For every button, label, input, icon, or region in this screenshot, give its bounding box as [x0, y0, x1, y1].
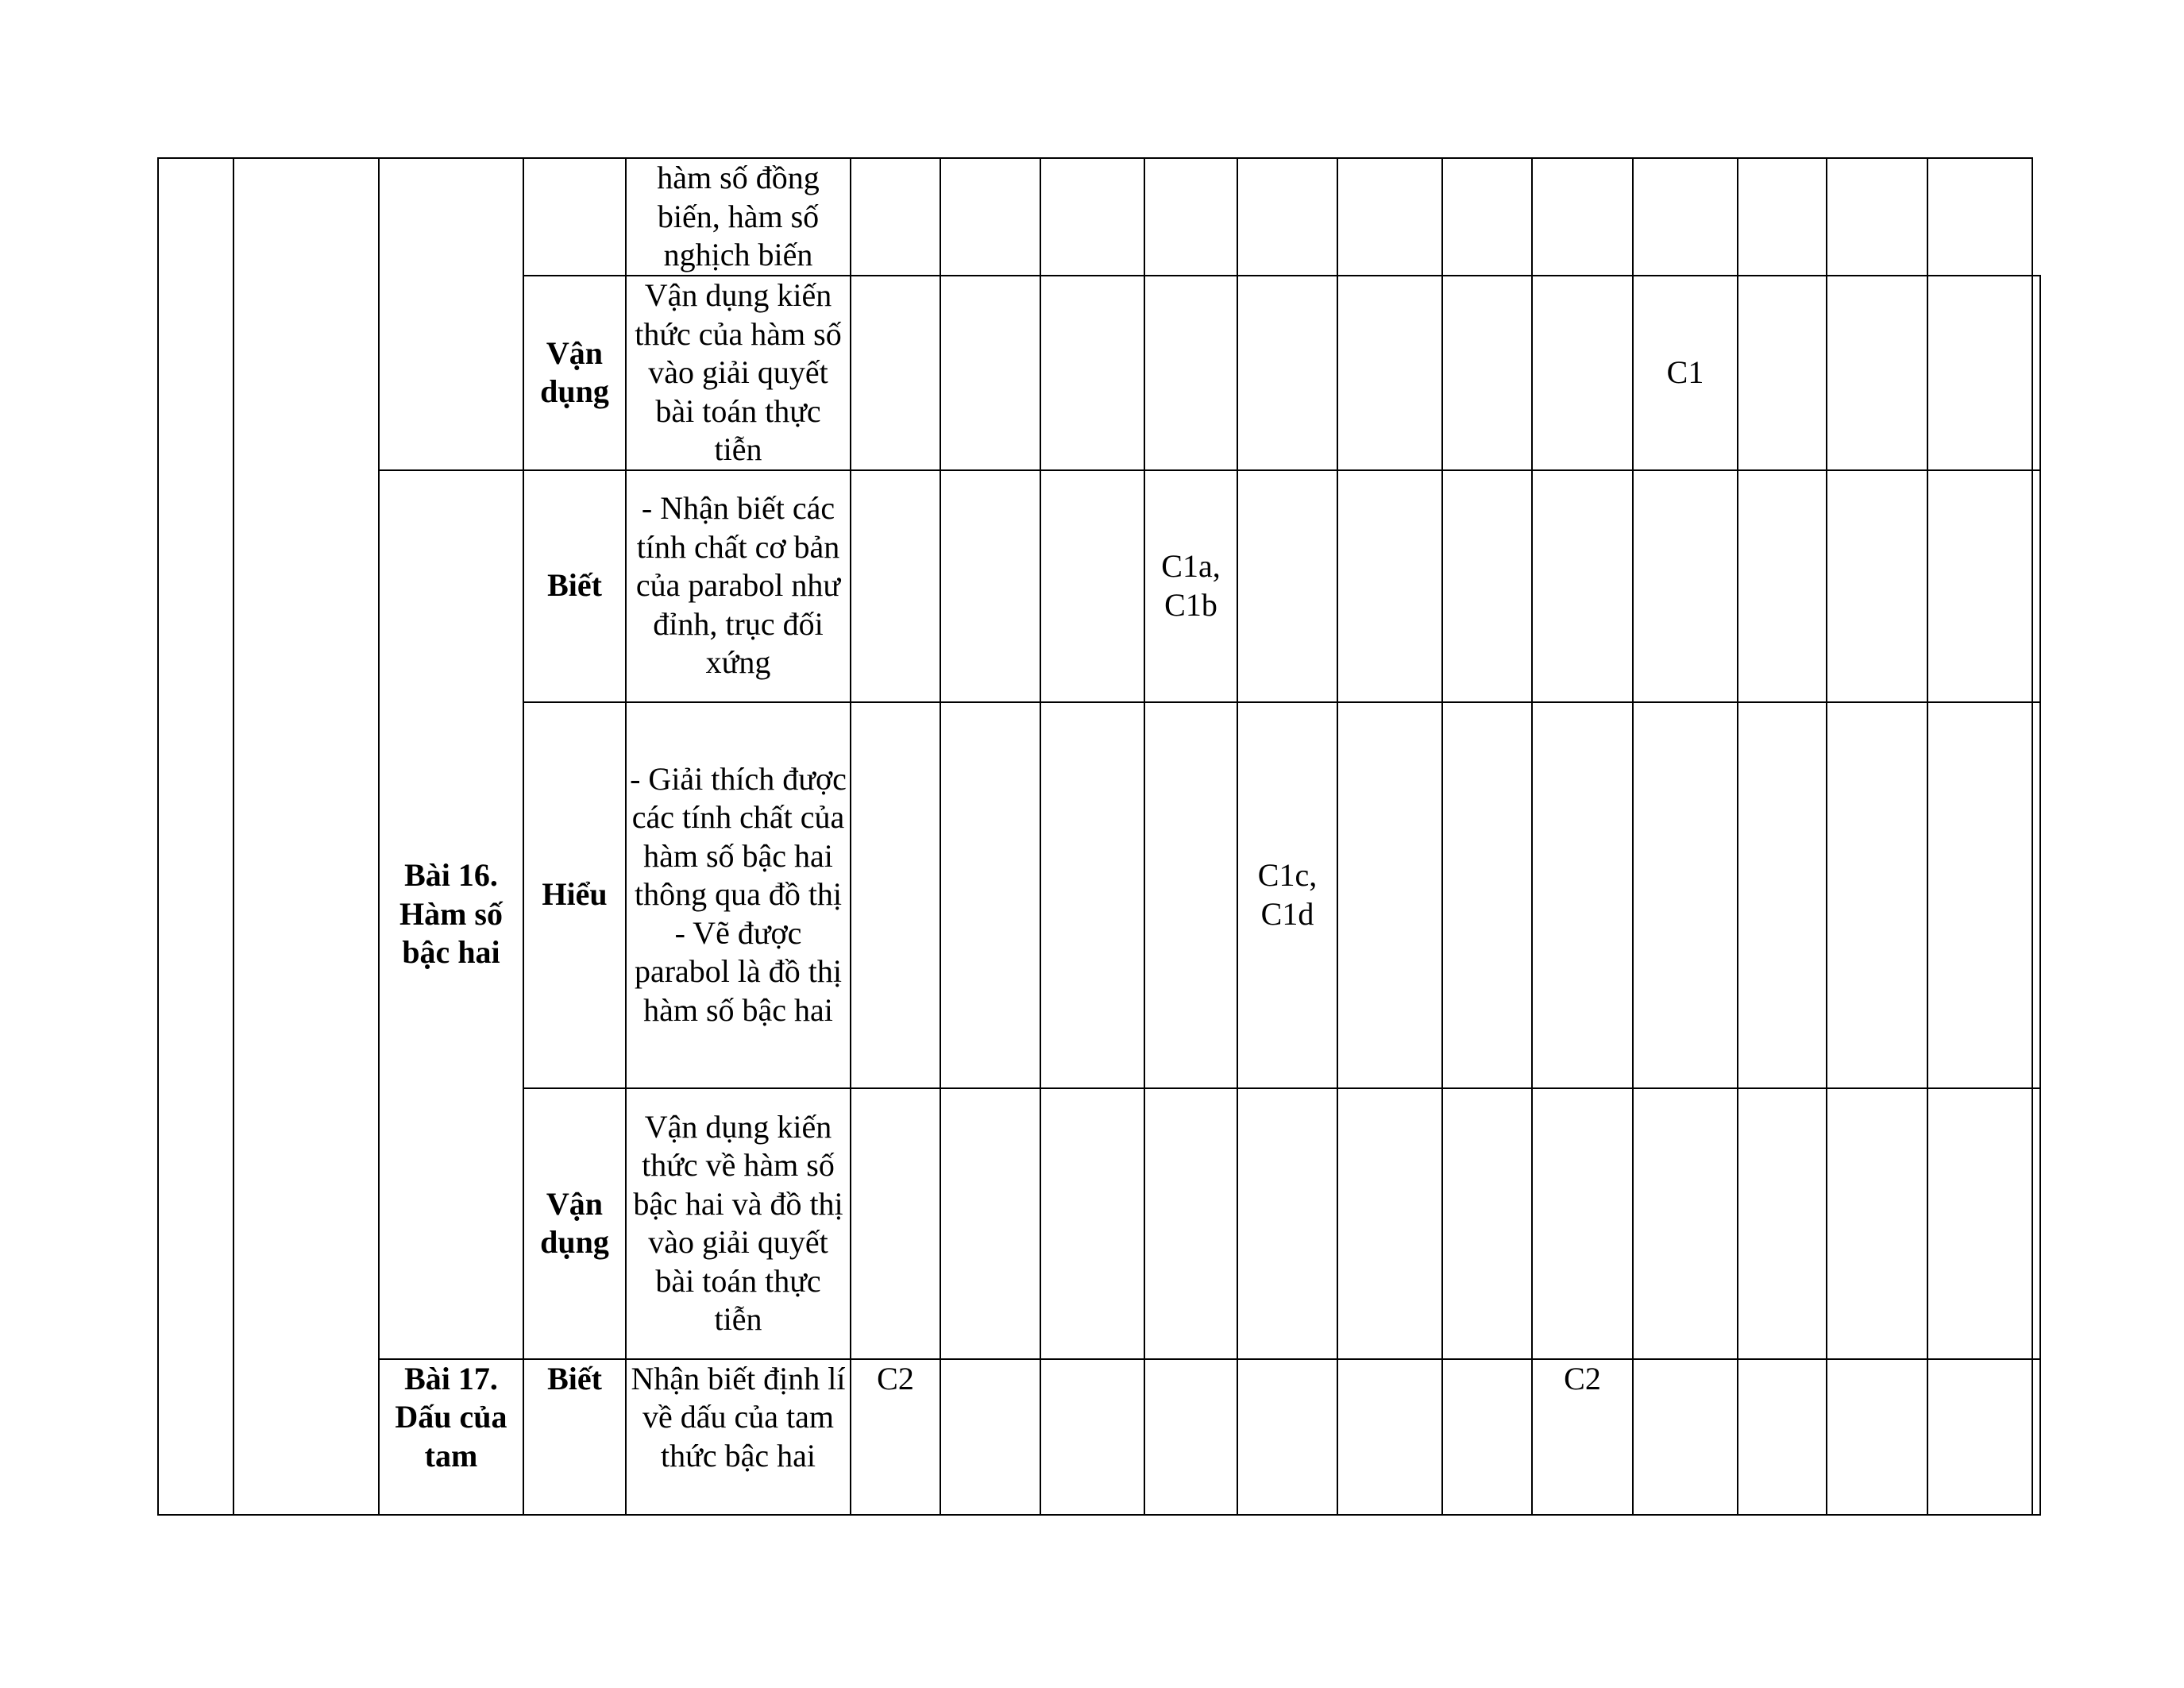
question-cell — [1237, 276, 1337, 470]
question-cell — [1040, 158, 1144, 276]
question-cell — [1827, 1088, 1927, 1359]
question-cell — [1337, 276, 1442, 470]
level-cell: Vận dụng — [523, 276, 626, 470]
question-cell — [940, 1359, 1040, 1515]
question-cell: C2 — [1532, 1359, 1633, 1515]
question-cell — [2032, 702, 2040, 1088]
question-cell — [1827, 470, 1927, 702]
level-cell: Vận dụng — [523, 1088, 626, 1359]
question-cell — [1532, 158, 1633, 276]
description-cell: hàm số đồng biến, hàm số nghịch biến — [626, 158, 851, 276]
question-cell — [1040, 276, 1144, 470]
table-row — [158, 1359, 2040, 1515]
question-cell — [1738, 276, 1827, 470]
level-cell: Biết — [523, 1359, 626, 1515]
question-cell — [940, 276, 1040, 470]
question-cell — [1040, 1088, 1144, 1359]
level-cell: Hiểu — [523, 702, 626, 1088]
topic-number-cell — [158, 158, 233, 1515]
table-row — [158, 158, 2040, 276]
level-cell: Biết — [523, 470, 626, 702]
question-cell — [1337, 470, 1442, 702]
question-cell — [1927, 1088, 2032, 1359]
question-cell — [2032, 1088, 2040, 1359]
question-cell — [1442, 276, 1532, 470]
question-cell — [940, 1088, 1040, 1359]
question-cell — [940, 158, 1040, 276]
question-cell — [1337, 1359, 1442, 1515]
question-cell — [1927, 158, 2032, 276]
question-cell — [1442, 1359, 1532, 1515]
assessment-matrix-table — [157, 157, 2041, 1516]
question-cell — [1633, 702, 1738, 1088]
question-cell: C1a, C1b — [1144, 470, 1237, 702]
question-cell — [1532, 702, 1633, 1088]
question-cell — [1337, 702, 1442, 1088]
level-cell — [523, 158, 626, 276]
question-cell — [940, 470, 1040, 702]
question-cell — [1738, 158, 1827, 276]
question-cell — [1144, 276, 1237, 470]
lesson-cell: Bài 17. Dấu của tam — [379, 1359, 523, 1515]
question-cell — [1827, 702, 1927, 1088]
question-cell — [851, 702, 940, 1088]
question-cell — [1442, 158, 1532, 276]
question-cell — [940, 702, 1040, 1088]
question-cell — [1144, 1088, 1237, 1359]
question-cell — [1633, 1088, 1738, 1359]
question-cell — [1738, 1359, 1827, 1515]
question-cell — [1927, 702, 2032, 1088]
lesson-cell: Bài 16. Hàm số bậc hai — [379, 470, 523, 1359]
lesson-cell — [379, 158, 523, 470]
question-cell — [1633, 158, 1738, 276]
question-cell — [1442, 1088, 1532, 1359]
question-cell — [1144, 702, 1237, 1088]
question-cell — [1532, 470, 1633, 702]
question-cell — [1442, 470, 1532, 702]
question-cell — [851, 276, 940, 470]
question-cell — [851, 158, 940, 276]
question-cell: C2 — [851, 1359, 940, 1515]
question-cell: C1 — [1633, 276, 1738, 470]
question-cell — [1144, 158, 1237, 276]
description-cell: - Nhận biết các tính chất cơ bản của parabol như đỉnh, trục đối xứng — [626, 470, 851, 702]
question-cell — [1237, 158, 1337, 276]
question-cell — [1442, 702, 1532, 1088]
question-cell — [1237, 1088, 1337, 1359]
question-cell — [1927, 1359, 2032, 1515]
question-cell — [1237, 1359, 1337, 1515]
question-cell — [851, 470, 940, 702]
question-cell — [1927, 470, 2032, 702]
question-cell — [1337, 1088, 1442, 1359]
question-cell — [1040, 1359, 1144, 1515]
description-cell: Vận dụng kiến thức về hàm số bậc hai và đồ thị vào giải quyết bài toán thực tiễn — [626, 1088, 851, 1359]
question-cell — [851, 1088, 940, 1359]
question-cell — [1927, 276, 2032, 470]
question-cell — [1532, 276, 1633, 470]
description-cell: - Giải thích được các tính chất của hàm số bậc hai thông qua đồ thị - Vẽ được parabol là đồ thị hàm số bậc hai — [626, 702, 851, 1088]
table-row — [158, 470, 2040, 702]
description-cell: Nhận biết định lí về dấu của tam thức bậc hai — [626, 1359, 851, 1515]
chapter-cell — [233, 158, 379, 1515]
question-cell — [1738, 1088, 1827, 1359]
question-cell — [1633, 1359, 1738, 1515]
question-cell — [1633, 470, 1738, 702]
question-cell — [1237, 470, 1337, 702]
question-cell — [1040, 702, 1144, 1088]
question-cell — [1738, 470, 1827, 702]
question-cell — [1337, 158, 1442, 276]
question-cell — [1827, 158, 1927, 276]
question-cell — [1827, 276, 1927, 470]
question-cell — [2032, 276, 2040, 470]
question-cell: C1c, C1d — [1237, 702, 1337, 1088]
question-cell — [1738, 702, 1827, 1088]
question-cell — [1827, 1359, 1927, 1515]
question-cell — [2032, 1359, 2040, 1515]
description-cell: Vận dụng kiến thức của hàm số vào giải quyết bài toán thực tiễn — [626, 276, 851, 470]
question-cell — [2032, 470, 2040, 702]
question-cell — [1144, 1359, 1237, 1515]
question-cell — [1040, 470, 1144, 702]
question-cell — [1532, 1088, 1633, 1359]
